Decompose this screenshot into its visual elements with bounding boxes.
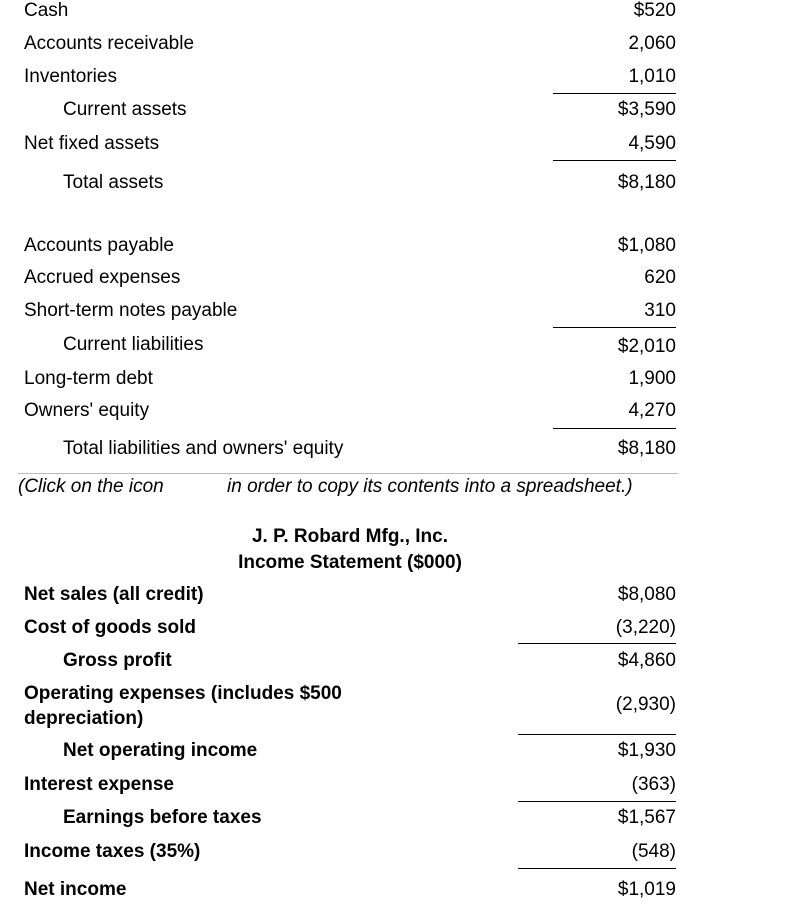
statement-title: Income Statement ($000) [238, 552, 462, 573]
subtotal-rule [518, 734, 676, 735]
row-value: (548) [631, 841, 676, 862]
row-value: $8,180 [617, 172, 676, 193]
balance-row-current-assets [0, 99, 792, 129]
row-label: Cost of goods sold [24, 617, 197, 638]
row-label-operating-expenses: Operating expenses (includes $500 depreciation) [24, 683, 342, 729]
row-label: Current assets [63, 99, 187, 120]
income-row-net-income [0, 879, 792, 909]
income-row-net-sales [0, 584, 792, 614]
row-label: Net income [24, 879, 127, 900]
row-value: $4,860 [617, 650, 676, 671]
income-row-income-taxes [0, 841, 792, 871]
company-title: J. P. Robard Mfg., Inc. [251, 526, 448, 547]
subtotal-rule [553, 327, 676, 328]
row-value: $1,019 [617, 879, 676, 900]
income-row-earnings-before-taxes [0, 807, 792, 837]
row-label: Net fixed assets [24, 133, 160, 154]
row-value: $2,010 [617, 336, 676, 357]
row-label: Cash [24, 0, 69, 21]
row-value: 4,590 [628, 133, 676, 154]
balance-row-long-term-debt [0, 368, 792, 398]
row-label: Accounts payable [24, 235, 174, 256]
income-row-gross-profit [0, 650, 792, 680]
subtotal-rule [553, 160, 676, 161]
row-label: Accrued expenses [24, 267, 181, 288]
subtotal-rule [518, 868, 676, 869]
subtotal-rule [518, 801, 676, 802]
row-value: (3,220) [615, 617, 676, 638]
row-label: Net sales (all credit) [24, 584, 204, 605]
row-value: 4,270 [628, 400, 676, 421]
row-value: $8,180 [617, 438, 676, 459]
row-value: 2,060 [628, 33, 676, 54]
row-value: $8,080 [617, 584, 676, 605]
row-label: Accounts receivable [24, 33, 195, 54]
row-value: $1,080 [617, 235, 676, 256]
income-row-operating-expenses [0, 694, 792, 724]
income-row-interest-expense [0, 774, 792, 804]
row-value: $1,930 [617, 740, 676, 761]
row-value: 310 [644, 300, 676, 321]
row-value: $3,590 [617, 99, 676, 120]
row-value: 1,010 [628, 66, 676, 87]
balance-row-total-liabilities-equity [0, 438, 792, 468]
income-row-net-operating-income [0, 740, 792, 770]
row-label: Owners' equity [24, 400, 150, 421]
balance-row-cash [0, 0, 792, 30]
balance-row-short-term-notes [0, 300, 792, 330]
row-label: Short-term notes payable [24, 300, 238, 321]
row-value: $1,567 [617, 807, 676, 828]
row-label: Net operating income [63, 740, 258, 761]
balance-row-net-fixed-assets [0, 133, 792, 163]
copy-note-left: (Click on the icon [18, 476, 164, 497]
row-label: Current liabilities [63, 334, 204, 355]
divider [18, 473, 678, 474]
balance-row-accounts-receivable [0, 33, 792, 63]
row-label: Gross profit [63, 650, 172, 671]
row-value: (2,930) [615, 694, 676, 715]
row-label: Total liabilities and owners' equity [63, 438, 344, 459]
row-label: Long-term debt [24, 368, 153, 389]
row-label: Total assets [63, 172, 164, 193]
balance-row-accrued-expenses [0, 267, 792, 297]
balance-row-current-liabilities [0, 334, 792, 364]
row-label: Earnings before taxes [63, 807, 262, 828]
balance-row-accounts-payable [0, 235, 792, 265]
row-value: $520 [633, 0, 676, 21]
subtotal-rule [553, 93, 676, 94]
subtotal-rule [518, 643, 676, 644]
row-value: 620 [644, 267, 676, 288]
balance-row-inventories [0, 66, 792, 96]
row-label: Income taxes (35%) [24, 841, 201, 862]
balance-row-total-assets [0, 172, 792, 202]
balance-row-owners-equity [0, 400, 792, 430]
row-value: 1,900 [628, 368, 676, 389]
copy-note-right: in order to copy its contents into a spreadsheet.) [227, 476, 633, 497]
row-label: Interest expense [24, 774, 174, 795]
subtotal-rule [553, 428, 676, 429]
row-value: (363) [631, 774, 676, 795]
row-label: Inventories [24, 66, 117, 87]
